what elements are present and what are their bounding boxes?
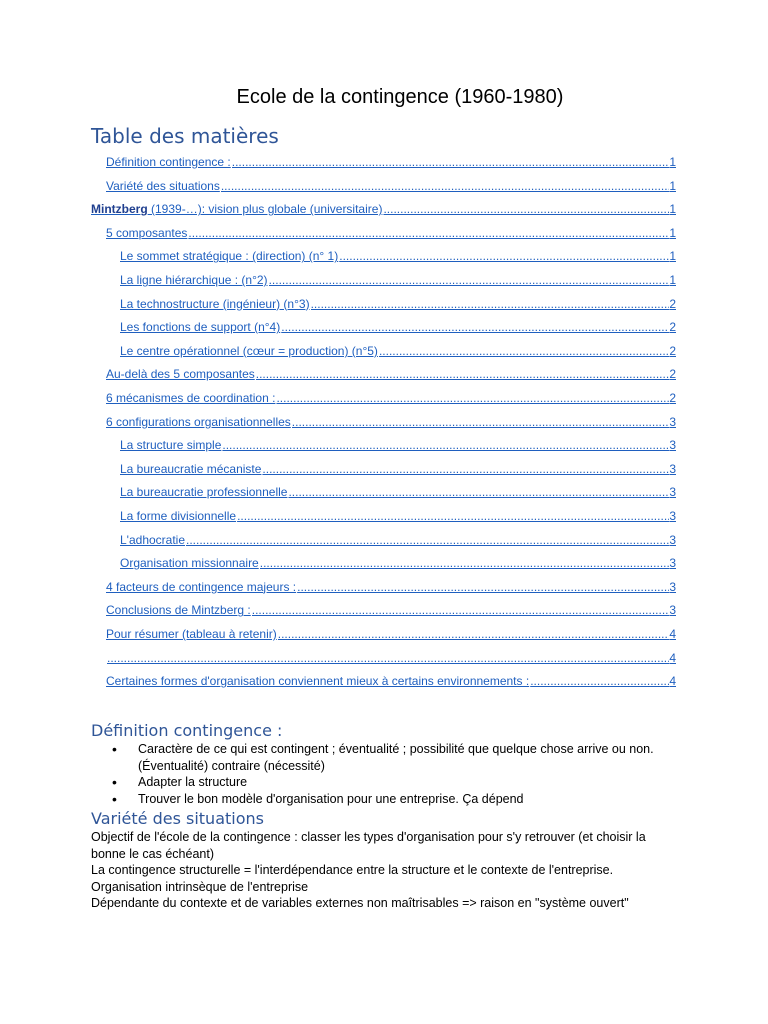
toc-page-number: 4 bbox=[669, 627, 676, 641]
toc-entry-label bbox=[106, 224, 187, 242]
variete-paragraphs bbox=[91, 829, 681, 912]
toc-entry-text: La bureaucratie mécaniste bbox=[120, 461, 262, 476]
toc-page-number: 3 bbox=[669, 438, 676, 453]
paragraph: La contingence structurelle = l'interdépendance entre la structure et le contexte de l'entreprise. bbox=[91, 863, 614, 877]
toc-entry[interactable] bbox=[120, 318, 676, 336]
toc-dot-leader bbox=[269, 271, 670, 289]
toc-dot-leader bbox=[383, 200, 669, 218]
toc-entry-text: Le sommet stratégique : (direction) (n° 1) bbox=[120, 249, 339, 264]
toc-dot-leader bbox=[530, 672, 669, 690]
section-heading-variete: Variété des situations bbox=[91, 809, 264, 828]
toc-page-number: 3 bbox=[669, 485, 676, 500]
toc-entry[interactable] bbox=[120, 554, 676, 572]
toc-dot-leader bbox=[260, 554, 670, 572]
toc-page-number: 1 bbox=[669, 225, 676, 240]
toc-entry[interactable] bbox=[120, 295, 676, 313]
list-item: • Adapter la structure bbox=[112, 774, 682, 791]
toc-page-number: 2 bbox=[669, 296, 676, 311]
toc-entry[interactable] bbox=[120, 507, 676, 525]
toc-entry[interactable] bbox=[106, 578, 676, 596]
toc-entry-label bbox=[106, 413, 291, 431]
toc-entry-text: Le centre opérationnel (cœur = production) (n°5) bbox=[120, 343, 378, 358]
toc-entry[interactable] bbox=[120, 271, 676, 289]
toc-dot-leader bbox=[311, 295, 670, 313]
toc-dot-leader bbox=[281, 318, 669, 336]
toc-entry-text: La ligne hiérarchique : (n°2) bbox=[120, 273, 268, 287]
toc-entry[interactable] bbox=[106, 601, 676, 619]
toc-page-number: 2 bbox=[669, 367, 676, 382]
toc-dot-leader bbox=[252, 601, 670, 619]
toc-dot-leader bbox=[107, 649, 669, 667]
toc-page-number: 4 bbox=[669, 674, 676, 689]
paragraph: Dépendante du contexte et de variables externes non maîtrisables => raison en "système ouvert" bbox=[91, 896, 629, 910]
toc-page-number: 1 bbox=[669, 178, 676, 193]
list-item: • Caractère de ce qui est contingent ; éventualité ; possibilité que quelque chose arrive ou non. (Éventualité) contraire (nécessité) bbox=[112, 741, 682, 774]
toc-heading: Table des matières bbox=[91, 124, 279, 148]
toc-page-number: 1 bbox=[669, 273, 676, 287]
toc-page-number: 1 bbox=[669, 155, 676, 169]
toc-entry-label bbox=[106, 365, 255, 383]
toc-dot-leader bbox=[188, 224, 669, 242]
toc-entry-label bbox=[106, 625, 277, 643]
toc-entry[interactable] bbox=[120, 483, 676, 501]
toc-entry-label bbox=[91, 200, 382, 218]
toc-entry-label bbox=[120, 295, 310, 313]
toc-entry-label bbox=[120, 460, 261, 478]
toc-entry[interactable] bbox=[106, 672, 676, 690]
toc-entry[interactable] bbox=[106, 153, 676, 171]
toc-entry-text: 6 configurations organisationnelles bbox=[106, 414, 291, 429]
list-item: • Trouver le bon modèle d'organisation pour une entreprise. Ça dépend bbox=[112, 791, 682, 808]
toc-page-number: 3 bbox=[669, 509, 676, 523]
toc-entry-label bbox=[120, 507, 236, 525]
toc-entry[interactable] bbox=[106, 365, 676, 383]
toc-page-number: 3 bbox=[669, 414, 676, 429]
toc-entry[interactable] bbox=[106, 413, 676, 431]
toc-entry-label bbox=[120, 342, 378, 360]
toc-page-number: 3 bbox=[669, 532, 676, 547]
toc-page-number: 3 bbox=[669, 603, 676, 618]
toc-entry-label bbox=[106, 601, 251, 619]
toc-entry-text: Organisation missionnaire bbox=[120, 556, 259, 571]
toc-dot-leader bbox=[292, 413, 670, 431]
toc-entry[interactable] bbox=[106, 177, 676, 195]
toc-entry-label bbox=[106, 672, 529, 690]
toc-entry-label bbox=[106, 153, 231, 171]
toc-page-number: 1 bbox=[669, 202, 676, 217]
toc-entry-label bbox=[120, 436, 221, 454]
toc-dot-leader bbox=[297, 578, 669, 596]
toc-entry-text: Certaines formes d'organisation conviennent mieux à certains environnements : bbox=[106, 674, 530, 689]
document-title: Ecole de la contingence (1960-1980) bbox=[236, 86, 564, 108]
toc-dot-leader bbox=[276, 389, 669, 407]
paragraph: Organisation intrinsèque de l'entreprise bbox=[91, 879, 309, 894]
toc-dot-leader bbox=[186, 531, 669, 549]
toc-page-number: 2 bbox=[669, 320, 676, 335]
toc-entry-label bbox=[106, 578, 296, 596]
toc-dot-leader bbox=[339, 247, 669, 265]
toc-dot-leader bbox=[278, 625, 670, 643]
toc-page-number: 3 bbox=[669, 579, 676, 594]
toc-entry-text: 5 composantes bbox=[106, 225, 188, 240]
toc-entry-text: (1939-…): vision plus globale (universitaire) bbox=[147, 202, 383, 217]
toc-entry-bold-label: Mintzberg bbox=[91, 202, 148, 217]
toc-entry[interactable] bbox=[120, 342, 676, 360]
toc-dot-leader bbox=[222, 436, 669, 454]
toc-entry[interactable] bbox=[120, 247, 676, 265]
toc-entry[interactable] bbox=[120, 460, 676, 478]
toc-entry-text: Variété des situations bbox=[106, 178, 220, 193]
toc-entry[interactable] bbox=[106, 389, 676, 407]
toc-entry-label bbox=[120, 483, 287, 501]
toc-page-number: 4 bbox=[669, 650, 676, 665]
toc-dot-leader bbox=[237, 507, 669, 525]
paragraph: Objectif de l'école de la contingence : classer les types d'organisation pour s'y retrouver (et choisir la bonne le cas échéant) bbox=[91, 830, 646, 861]
toc-page-number: 2 bbox=[669, 391, 676, 405]
toc-dot-leader bbox=[256, 365, 670, 383]
section-heading-definition: Définition contingence : bbox=[91, 721, 283, 740]
toc-entry-label bbox=[106, 177, 220, 195]
toc-entry-text: Conclusions de Mintzberg : bbox=[106, 603, 251, 618]
toc-entry-text: 6 mécanismes de coordination : bbox=[106, 391, 276, 405]
toc-dot-leader bbox=[232, 153, 670, 171]
toc-entry-text: L'adhocratie bbox=[120, 532, 186, 547]
toc-dot-leader bbox=[288, 483, 669, 501]
toc-entry-label bbox=[120, 271, 268, 289]
toc-page-number: 3 bbox=[669, 556, 676, 571]
toc-entry-label bbox=[120, 318, 280, 336]
toc-entry-text: La forme divisionnelle bbox=[120, 509, 237, 523]
toc-page-number: 3 bbox=[669, 461, 676, 476]
toc-entry-text: 4 facteurs de contingence majeurs : bbox=[106, 579, 297, 594]
toc-entry-text: La structure simple bbox=[120, 438, 222, 453]
toc-entry[interactable] bbox=[106, 224, 676, 242]
toc-entry-text: Définition contingence : bbox=[106, 155, 231, 169]
toc-entry-text: Pour résumer (tableau à retenir) bbox=[106, 627, 277, 641]
toc-dot-leader bbox=[262, 460, 669, 478]
toc-entry-label bbox=[120, 247, 338, 265]
toc-entry-text: La bureaucratie professionnelle bbox=[120, 485, 288, 500]
toc-entry-label bbox=[106, 389, 275, 407]
toc-entry-text: Au-delà des 5 composantes bbox=[106, 367, 255, 382]
toc-dot-leader bbox=[221, 177, 669, 195]
toc-page-number: 2 bbox=[669, 343, 676, 358]
toc-entry-label bbox=[120, 531, 185, 549]
toc-entry-text: Les fonctions de support (n°4) bbox=[120, 320, 281, 335]
toc-entry[interactable] bbox=[106, 625, 676, 643]
toc-entry-label bbox=[120, 554, 259, 572]
toc-entry[interactable] bbox=[91, 200, 676, 218]
definition-bullet-list bbox=[112, 741, 682, 807]
toc-entry[interactable] bbox=[120, 436, 676, 454]
toc-entry-text: La technostructure (ingénieur) (n°3) bbox=[120, 296, 310, 311]
toc-dot-leader bbox=[379, 342, 669, 360]
toc-entry[interactable] bbox=[120, 531, 676, 549]
toc-page-number: 1 bbox=[669, 249, 676, 264]
toc-entry[interactable] bbox=[106, 649, 676, 667]
